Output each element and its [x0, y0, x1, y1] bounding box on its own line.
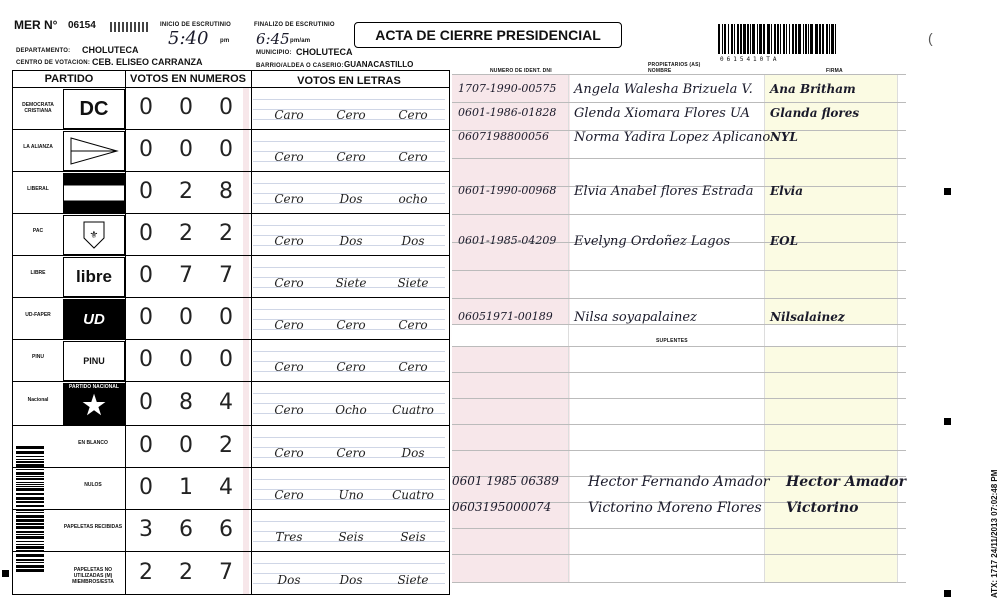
member-dni: 0607198800056 — [458, 130, 549, 143]
votes-table — [12, 70, 450, 595]
vote-digit: 0 — [139, 221, 153, 246]
party-label: UD-FAPER — [25, 312, 51, 318]
vote-word: Siete — [397, 572, 429, 587]
party-label: LIBERAL — [27, 186, 49, 192]
vote-digit: 2 — [219, 221, 233, 246]
vote-digit: 7 — [179, 263, 193, 288]
vote-word: Cero — [274, 234, 304, 248]
vote-word: Dos — [401, 446, 425, 460]
vote-word: Dos — [401, 234, 425, 248]
vote-word: Cero — [274, 318, 304, 332]
party-logo: UD — [63, 299, 125, 339]
member-sig: Elvia — [770, 184, 804, 198]
member-name: Norma Yadira Lopez Aplicano — [574, 130, 771, 145]
departamento-label: DEPARTAMENTO: — [16, 48, 71, 54]
member-name: Evelyng Ordoñez Lagos — [574, 234, 731, 249]
vote-word: Dos — [339, 572, 363, 587]
centro-value: CEB. ELISEO CARRANZA — [92, 57, 203, 67]
corner-mark-icon: ( — [928, 30, 933, 46]
party-logo: PARTIDO NACIONAL ★ — [63, 383, 125, 425]
vote-word: Dos — [277, 572, 301, 587]
vote-digit: 7 — [219, 263, 233, 288]
vote-digit: 0 — [179, 95, 193, 120]
member-sig: Ana Britham — [770, 82, 856, 96]
party-label: DEMOCRATA CRISTIANA — [22, 102, 54, 114]
vote-digit: 6 — [219, 517, 233, 542]
party-label: Nacional — [27, 397, 49, 403]
side-mark-2-icon — [944, 418, 951, 425]
member-dni: 0601-1986-01828 — [458, 106, 557, 119]
vote-word: Cero — [274, 360, 304, 374]
vote-digit: 0 — [219, 95, 233, 120]
vote-digit: 0 — [139, 263, 153, 288]
party-logo: DC — [63, 89, 125, 129]
suplente-sig: Hector Amador — [786, 474, 906, 490]
member-name: Elvia Anabel flores Estrada — [574, 184, 754, 199]
vote-digit: 2 — [179, 559, 193, 585]
corner-mark-bl-icon — [2, 570, 9, 577]
vote-digit: 0 — [179, 433, 193, 458]
barcode-top-number: 0615410TA — [720, 56, 780, 63]
vote-digit: 4 — [219, 390, 233, 415]
party-label: PAC — [32, 228, 44, 234]
vote-digit: 0 — [139, 390, 153, 415]
vote-digit: 0 — [139, 95, 153, 120]
vote-digit: 8 — [179, 390, 193, 415]
party-label: PAPELETAS RECIBIDAS — [63, 524, 123, 530]
municipio-label: MUNICIPIO: — [256, 50, 292, 56]
member-name: Nilsa soyapalainez — [574, 310, 697, 325]
vote-word: Cero — [336, 446, 366, 460]
vote-digit: 2 — [219, 433, 233, 458]
end-suffix: pm/am — [290, 38, 311, 44]
col-firma-header: FIRMA — [826, 68, 843, 74]
vote-digit: 6 — [179, 517, 193, 542]
timestamp-stamp: ATX: 1717 24/11/2013 07:02:48 PM — [990, 469, 999, 598]
vote-digit: 4 — [219, 475, 233, 500]
vote-word: Cero — [336, 150, 366, 164]
vote-word: Cero — [398, 150, 428, 164]
start-time: 5:40 — [168, 28, 209, 49]
vote-word: Cero — [336, 360, 366, 374]
vote-word: Ocho — [335, 403, 367, 417]
vote-word: Cero — [398, 360, 428, 374]
member-dni: 06051971-00189 — [458, 310, 553, 323]
vote-digit: 0 — [139, 137, 153, 162]
vote-word: Cero — [336, 108, 366, 122]
party-logo — [63, 131, 125, 171]
suplente-name: Hector Fernando Amador — [588, 474, 770, 490]
member-sig: Nilsalainez — [770, 310, 845, 324]
col-propietarios-header: PROPIETARIOS (AS) — [648, 62, 701, 68]
col-partido-header: PARTIDO — [44, 73, 94, 85]
member-name: Angela Walesha Brizuela V. — [574, 82, 753, 97]
barcode-top-icon — [718, 24, 838, 54]
vote-word: Seis — [338, 530, 364, 544]
vote-word: Cero — [274, 192, 304, 206]
suplente-dni: 0603195000074 — [452, 500, 552, 514]
centro-label: CENTRO DE VOTACION: — [16, 60, 91, 66]
party-logo: libre — [63, 257, 125, 297]
document-title: ACTA DE CIERRE PRESIDENCIAL — [354, 22, 622, 48]
vote-word: Caro — [274, 108, 304, 122]
col-numeros-header: VOTOS EN NUMEROS — [130, 73, 246, 85]
vote-word: Cero — [274, 150, 304, 164]
vote-word: Tres — [275, 530, 303, 544]
member-sig: NYL — [770, 130, 798, 144]
barrio-label: BARRIO/ALDEA O CASERIO: — [256, 63, 344, 69]
vote-digit: 2 — [179, 179, 193, 204]
vote-word: Cero — [274, 488, 304, 502]
barrio-value: GUANACASTILLO — [344, 60, 414, 69]
vote-digit: 0 — [139, 179, 153, 204]
party-logo: PINU — [63, 341, 125, 381]
stamp-logo-icon — [110, 22, 150, 32]
vote-word: Siete — [397, 276, 429, 290]
vote-word: Dos — [339, 234, 363, 248]
end-time: 6:45 — [256, 30, 290, 48]
end-label: FINALIZO DE ESCRUTINIO — [254, 22, 335, 28]
vote-word: Cero — [274, 276, 304, 290]
party-logo — [63, 215, 125, 255]
member-sig: Glanda flores — [770, 106, 860, 120]
vote-word: Cero — [274, 403, 304, 417]
col-nombre-header: NOMBRE — [648, 68, 672, 74]
vote-digit: 2 — [139, 559, 153, 585]
vote-word: ocho — [398, 192, 428, 206]
member-dni: 0601-1990-00968 — [458, 184, 557, 197]
vote-digit: 0 — [139, 305, 153, 330]
vote-digit: 0 — [139, 433, 153, 458]
suplente-sig: Victorino — [786, 500, 859, 516]
vote-word: Siete — [335, 276, 367, 290]
side-mark-1-icon — [944, 188, 951, 195]
party-label: EN BLANCO — [78, 440, 108, 446]
start-label: INICIO DE ESCRUTINIO — [160, 22, 232, 28]
side-mark-3-icon — [944, 590, 951, 597]
vote-word: Seis — [400, 530, 426, 544]
vote-word: Cero — [398, 108, 428, 122]
svg-text:⚜: ⚜ — [89, 230, 99, 241]
departamento-value: CHOLUTECA — [82, 45, 139, 55]
barcode-side-icon — [16, 446, 44, 576]
start-suffix: pm — [220, 38, 230, 44]
vote-word: Cero — [336, 318, 366, 332]
vote-digit: 0 — [139, 347, 153, 372]
vote-digit: 0 — [219, 347, 233, 372]
mer-label: MER N° — [14, 18, 58, 32]
suplente-dni: 0601 1985 06389 — [452, 474, 559, 488]
col-dni-header: NUMERO DE IDENT. DNI — [490, 68, 552, 74]
vote-digit: 8 — [219, 179, 233, 204]
vote-word: Cuatro — [392, 488, 434, 502]
vote-digit: 1 — [179, 475, 193, 500]
party-logo — [63, 173, 125, 213]
member-name: Glenda Xiomara Flores UA — [574, 106, 750, 121]
vote-word: Uno — [338, 488, 364, 502]
party-label: PINU — [32, 354, 44, 360]
vote-word: Cuatro — [392, 403, 434, 417]
nacional-caption: PARTIDO NACIONAL — [69, 384, 119, 390]
vote-digit: 0 — [219, 305, 233, 330]
vote-word: Cero — [274, 446, 304, 460]
vote-digit: 0 — [179, 137, 193, 162]
party-label: LA ALIANZA — [23, 144, 53, 150]
vote-digit: 0 — [179, 305, 193, 330]
member-dni: 0601-1985-04209 — [458, 234, 557, 247]
suplentes-header: SUPLENTES — [656, 338, 688, 344]
member-sig: EOL — [770, 234, 799, 248]
col-letras-header: VOTOS EN LETRAS — [297, 75, 401, 87]
vote-digit: 3 — [139, 517, 153, 542]
party-label: PAPELETAS NO UTILIZADAS (M) MIEMBROS/ESTA — [72, 566, 114, 585]
vote-digit: 0 — [179, 347, 193, 372]
party-label: NULOS — [84, 482, 102, 488]
mer-number: 06154 — [68, 20, 96, 31]
party-label: LIBRE — [30, 270, 46, 276]
vote-digit: 0 — [219, 137, 233, 162]
vote-digit: 0 — [139, 475, 153, 500]
vote-digit: 2 — [179, 221, 193, 246]
vote-digit: 7 — [219, 559, 233, 585]
suplente-name: Victorino Moreno Flores — [588, 500, 762, 516]
vote-word: Cero — [398, 318, 428, 332]
municipio-value: CHOLUTECA — [296, 47, 353, 57]
member-dni: 1707-1990-00575 — [458, 82, 557, 95]
vote-word: Dos — [339, 192, 363, 206]
